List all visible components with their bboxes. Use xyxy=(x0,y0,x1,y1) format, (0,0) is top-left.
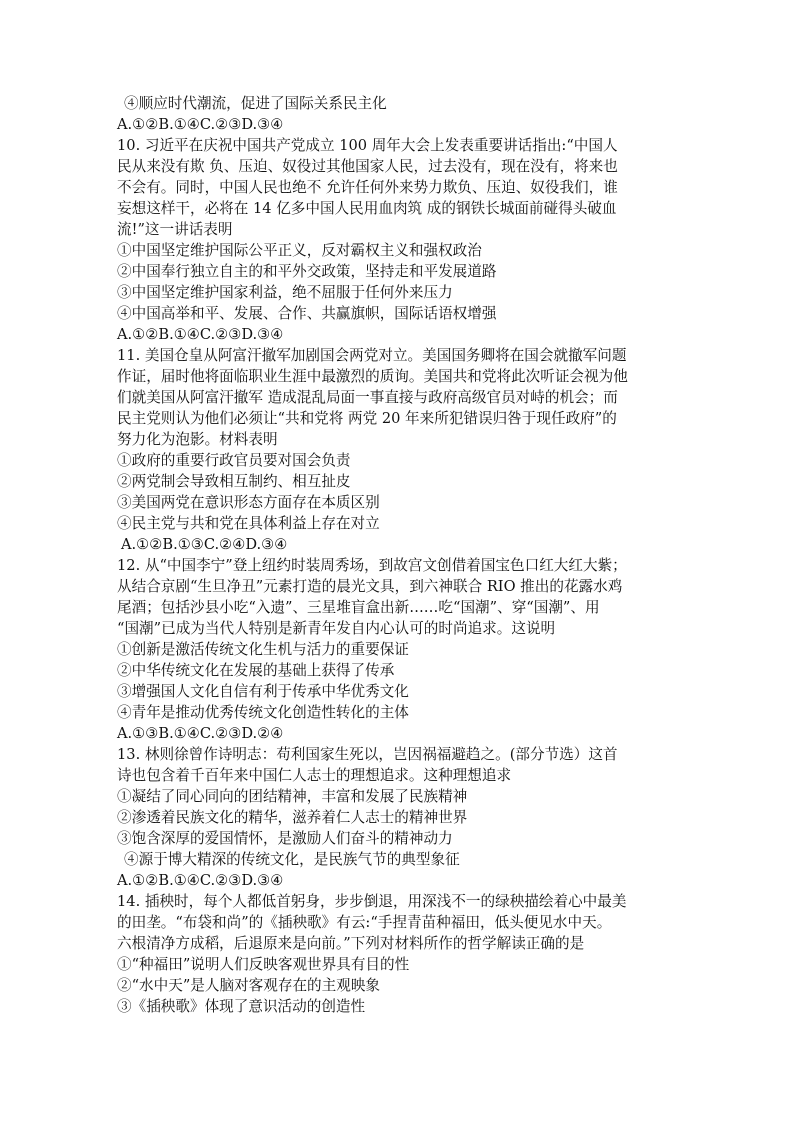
q13-option-3: ③饱含深厚的爱国情怀，是激励人们奋斗的精神动力 xyxy=(117,830,453,847)
q14-option-2: ②“水中天”是人脑对客观存在的主观映象 xyxy=(117,977,381,994)
q11-option-1: ①政府的重要行政官员要对国会负责 xyxy=(117,452,351,469)
q10-stem-line: 流!”这一讲话表明 xyxy=(117,221,233,238)
question-12 xyxy=(117,555,692,744)
question-14 xyxy=(117,891,692,1017)
q14-stem-line: 14. 插秧时，每个人都低首躬身，步步倒退，用深浅不一的绿秧描绘着心中最美 xyxy=(117,893,627,910)
q12-stem-line: 12. 从“中国李宁”登上纽约时装周秀场，到故宫文创借着国宝色口红大红大紫； xyxy=(117,557,627,574)
q12-option-2: ②中华传统文化在发展的基础上获得了传承 xyxy=(117,662,395,679)
q13-option-4: ④源于博大精深的传统文化，是民族气节的典型象征 xyxy=(124,851,460,868)
q10-stem-line: 民从来没有欺 负、压迫、奴役过其他国家人民，过去没有，现在没有，将来也 xyxy=(117,158,618,175)
q11-answer-choices: A.①②B.①③C.②④D.③④ xyxy=(121,536,288,553)
q10-option-3: ③中国坚定维护国家利益，绝不屈服于任何外来压力 xyxy=(117,284,453,301)
q12-stem-line: “国潮”已成为当代人特别是新青年发自内心认可的时尚追求。这说明 xyxy=(117,620,556,637)
q10-stem-line: 妄想这样干，必将在 14 亿多中国人民用血肉筑 成的钢铁长城面前碰得头破血 xyxy=(117,200,617,217)
q10-option-1: ①中国坚定维护国际公平正义，反对霸权主义和强权政治 xyxy=(117,242,482,259)
q14-stem-line: 六根清净方成稻，后退原来是向前。”下列对材料所作的哲学解读正确的是 xyxy=(117,935,585,952)
q11-option-4: ④民主党与共和党在具体利益上存在对立 xyxy=(117,515,380,532)
q10-stem-line: 10. 习近平在庆祝中国共产党成立 100 周年大会上发表重要讲话指出:“中国人 xyxy=(117,137,618,154)
q11-stem-line: 作证，届时他将面临职业生涯中最激烈的质询。美国共和党将此次听证会视为他 xyxy=(117,368,628,385)
q14-stem-line: 的田垄。“布袋和尚”的《插秧歌》有云:“手捏青苗种福田，低头便见水中天。 xyxy=(117,914,612,931)
question-11 xyxy=(117,345,692,555)
q11-stem-line: 们就美国从阿富汗撤军 造成混乱局面一事直接与政府高级官员对峙的机会；而 xyxy=(117,389,618,406)
q13-option-2: ②渗透着民族文化的精华，滋养着仁人志士的精神世界 xyxy=(117,809,468,826)
question-9 xyxy=(117,93,692,135)
q11-stem-line: 努力化为泡影。材料表明 xyxy=(117,431,278,448)
q12-answer-choices: A.①③B.①④C.②③D.②④ xyxy=(117,725,284,742)
q12-option-3: ③增强国人文化自信有利于传承中华优秀文化 xyxy=(117,683,409,700)
q10-stem-line: 不会有。同时，中国人民也绝不 允许任何外来势力欺负、压迫、奴役我们，谁 xyxy=(117,179,618,196)
q11-stem-line: 11. 美国仓皇从阿富汗撤军加剧国会两党对立。美国国务卿将在国会就撤军问题 xyxy=(117,347,627,364)
q12-option-1: ①创新是激活传统文化生机与活力的重要保证 xyxy=(117,641,409,658)
q11-stem-line: 民主党则认为他们必须让“共和党将 两党 20 年来所犯错误归咎于现任政府”的 xyxy=(117,410,617,427)
q9-option-4: ④顺应时代潮流，促进了国际关系民主化 xyxy=(124,95,387,112)
exam-page xyxy=(117,93,692,1017)
q14-option-1: ①“种福田”说明人们反映客观世界具有目的性 xyxy=(117,956,410,973)
q12-stem-line: 从结合京剧“生旦净丑”元素打造的晨光文具，到六神联合 RIO 推出的花露水鸡 xyxy=(117,578,623,595)
q12-option-4: ④青年是推动优秀传统文化创造性转化的主体 xyxy=(117,704,409,721)
q10-option-2: ②中国奉行独立自主的和平外交政策，坚持走和平发展道路 xyxy=(117,263,497,280)
question-13 xyxy=(117,744,692,891)
question-10 xyxy=(117,135,692,345)
q12-stem-line: 尾酒；包括沙县小吃“入遗”、三星堆盲盒出新……吃“国潮”、穿“国潮”、用 xyxy=(117,599,600,616)
q9-answer-choices: A.①②B.①④C.②③D.③④ xyxy=(117,116,284,133)
q14-option-3: ③《插秧歌》体现了意识活动的创造性 xyxy=(117,998,366,1015)
q13-option-1: ①凝结了同心同向的团结精神，丰富和发展了民族精神 xyxy=(117,788,468,805)
q10-option-4: ④中国高举和平、发展、合作、共赢旗帜，国际话语权增强 xyxy=(117,305,497,322)
q11-option-2: ②两党制会导致相互制约、相互扯皮 xyxy=(117,473,351,490)
q11-option-3: ③美国两党在意识形态方面存在本质区别 xyxy=(117,494,380,511)
q13-stem-line: 13. 林则徐曾作诗明志：苟利国家生死以，岂因祸福避趋之。(部分节选）这首 xyxy=(117,746,618,763)
q13-stem-line: 诗也包含着千百年来中国仁人志士的理想追求。这种理想追求 xyxy=(117,767,512,784)
q10-answer-choices: A.①②B.①④C.②③D.③④ xyxy=(117,326,284,343)
q13-answer-choices: A.①②B.①④C.②③D.③④ xyxy=(117,872,284,889)
